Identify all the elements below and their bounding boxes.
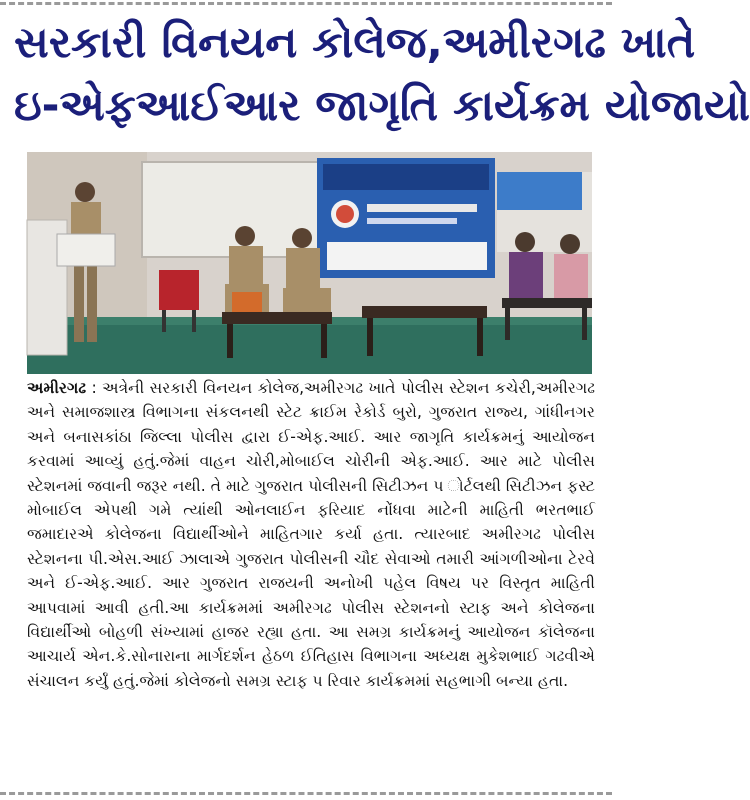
article-dateline: અમીરગઢ (27, 379, 87, 397)
headline-line-1: સરકારી વિનયન કોલેજ,અમીરગઢ ખાતે (14, 18, 696, 68)
headline-line-2: ઇ-એફઆઈઆર જાગૃતિ કાર્યક્રમ યોજાયો (14, 81, 750, 131)
headline (14, 12, 750, 138)
article-text: : અત્રેની સરકારી વિનયન કોલેજ,અમીરગઢ ખાતે પોલીસ સ્ટેશન કચેરી,અમીરગઢ અને સમાજશાસ્ત્ર વિભાગના સંકલનથી સ્ટેટ ક્રાઈમ રેકોર્ડ બુરો, ગુજરાત રાજ્ય, ગાંધીનગર અને બનાસકાંઠા જિલ્લા પોલીસ દ્વારા ઈ-એફ.આઈ. આર જાગૃતિ કાર્યક્રમનું આયોજન કરવામાં આવ્યું હતું.જેમાં વાહન ચોરી,મોબાઈલ ચોરીની એફ.આઈ. આર માટે પોલીસ સ્ટેશનમાં જવાની જરૂર નથી. તે માટે ગુજરાત પોલીસની સિટીઝન પ ોર્ટલથી સિટીઝન ફસ્ટ મોબાઈલ એપથી ગમે ત્યાંથી ઓનલાઈન ફરિયાદ નોંધવા માટેની માહિતી ભરતભાઈ જમાદારએ કોલેજના વિદ્યાર્થીઓને માહિતગાર કર્યા હતા. ત્યારબાદ અમીરગઢ પોલીસ સ્ટેશનના પી.એસ.આઈ ઝાલાએ ગુજરાત પોલીસની ચૌદ સેવાઓ તમારી આંગળીઓના ટેરવે અને ઈ-એફ.આઈ. આર ગુજરાત રાજયની અનોખી પહેલ વિષય પર વિસ્તૃત માહિતી આપવામાં આવી હતી.આ કાર્યક્રમમાં અમીરગઢ પોલીસ સ્ટેશનનો સ્ટાફ અને કોલેજના વિદ્યાર્થીઓ બોહળી સંખ્યામાં હાજર રહ્યા હતા. આ સમગ્ર કાર્યક્રમનું આયોજન કૉલેજના આચાર્ય એન.કે.સોનારાના માર્ગદર્શન હેઠળ ઈતિહાસ વિભાગના અધ્યક્ષ મુકેશભાઈ ગઢવીએ સંચાલન કર્યું હતું.જેમાં કોલેજનો સમગ્ર સ્ટાફ પ રિવાર કાર્યક્રમમાં સહભાગી બન્યા હતા. (27, 379, 595, 690)
event-photo-drawing (27, 152, 592, 374)
event-photo (27, 152, 592, 374)
bottom-cut-border (0, 792, 612, 795)
article-body (27, 376, 595, 693)
top-cut-border (0, 2, 612, 5)
